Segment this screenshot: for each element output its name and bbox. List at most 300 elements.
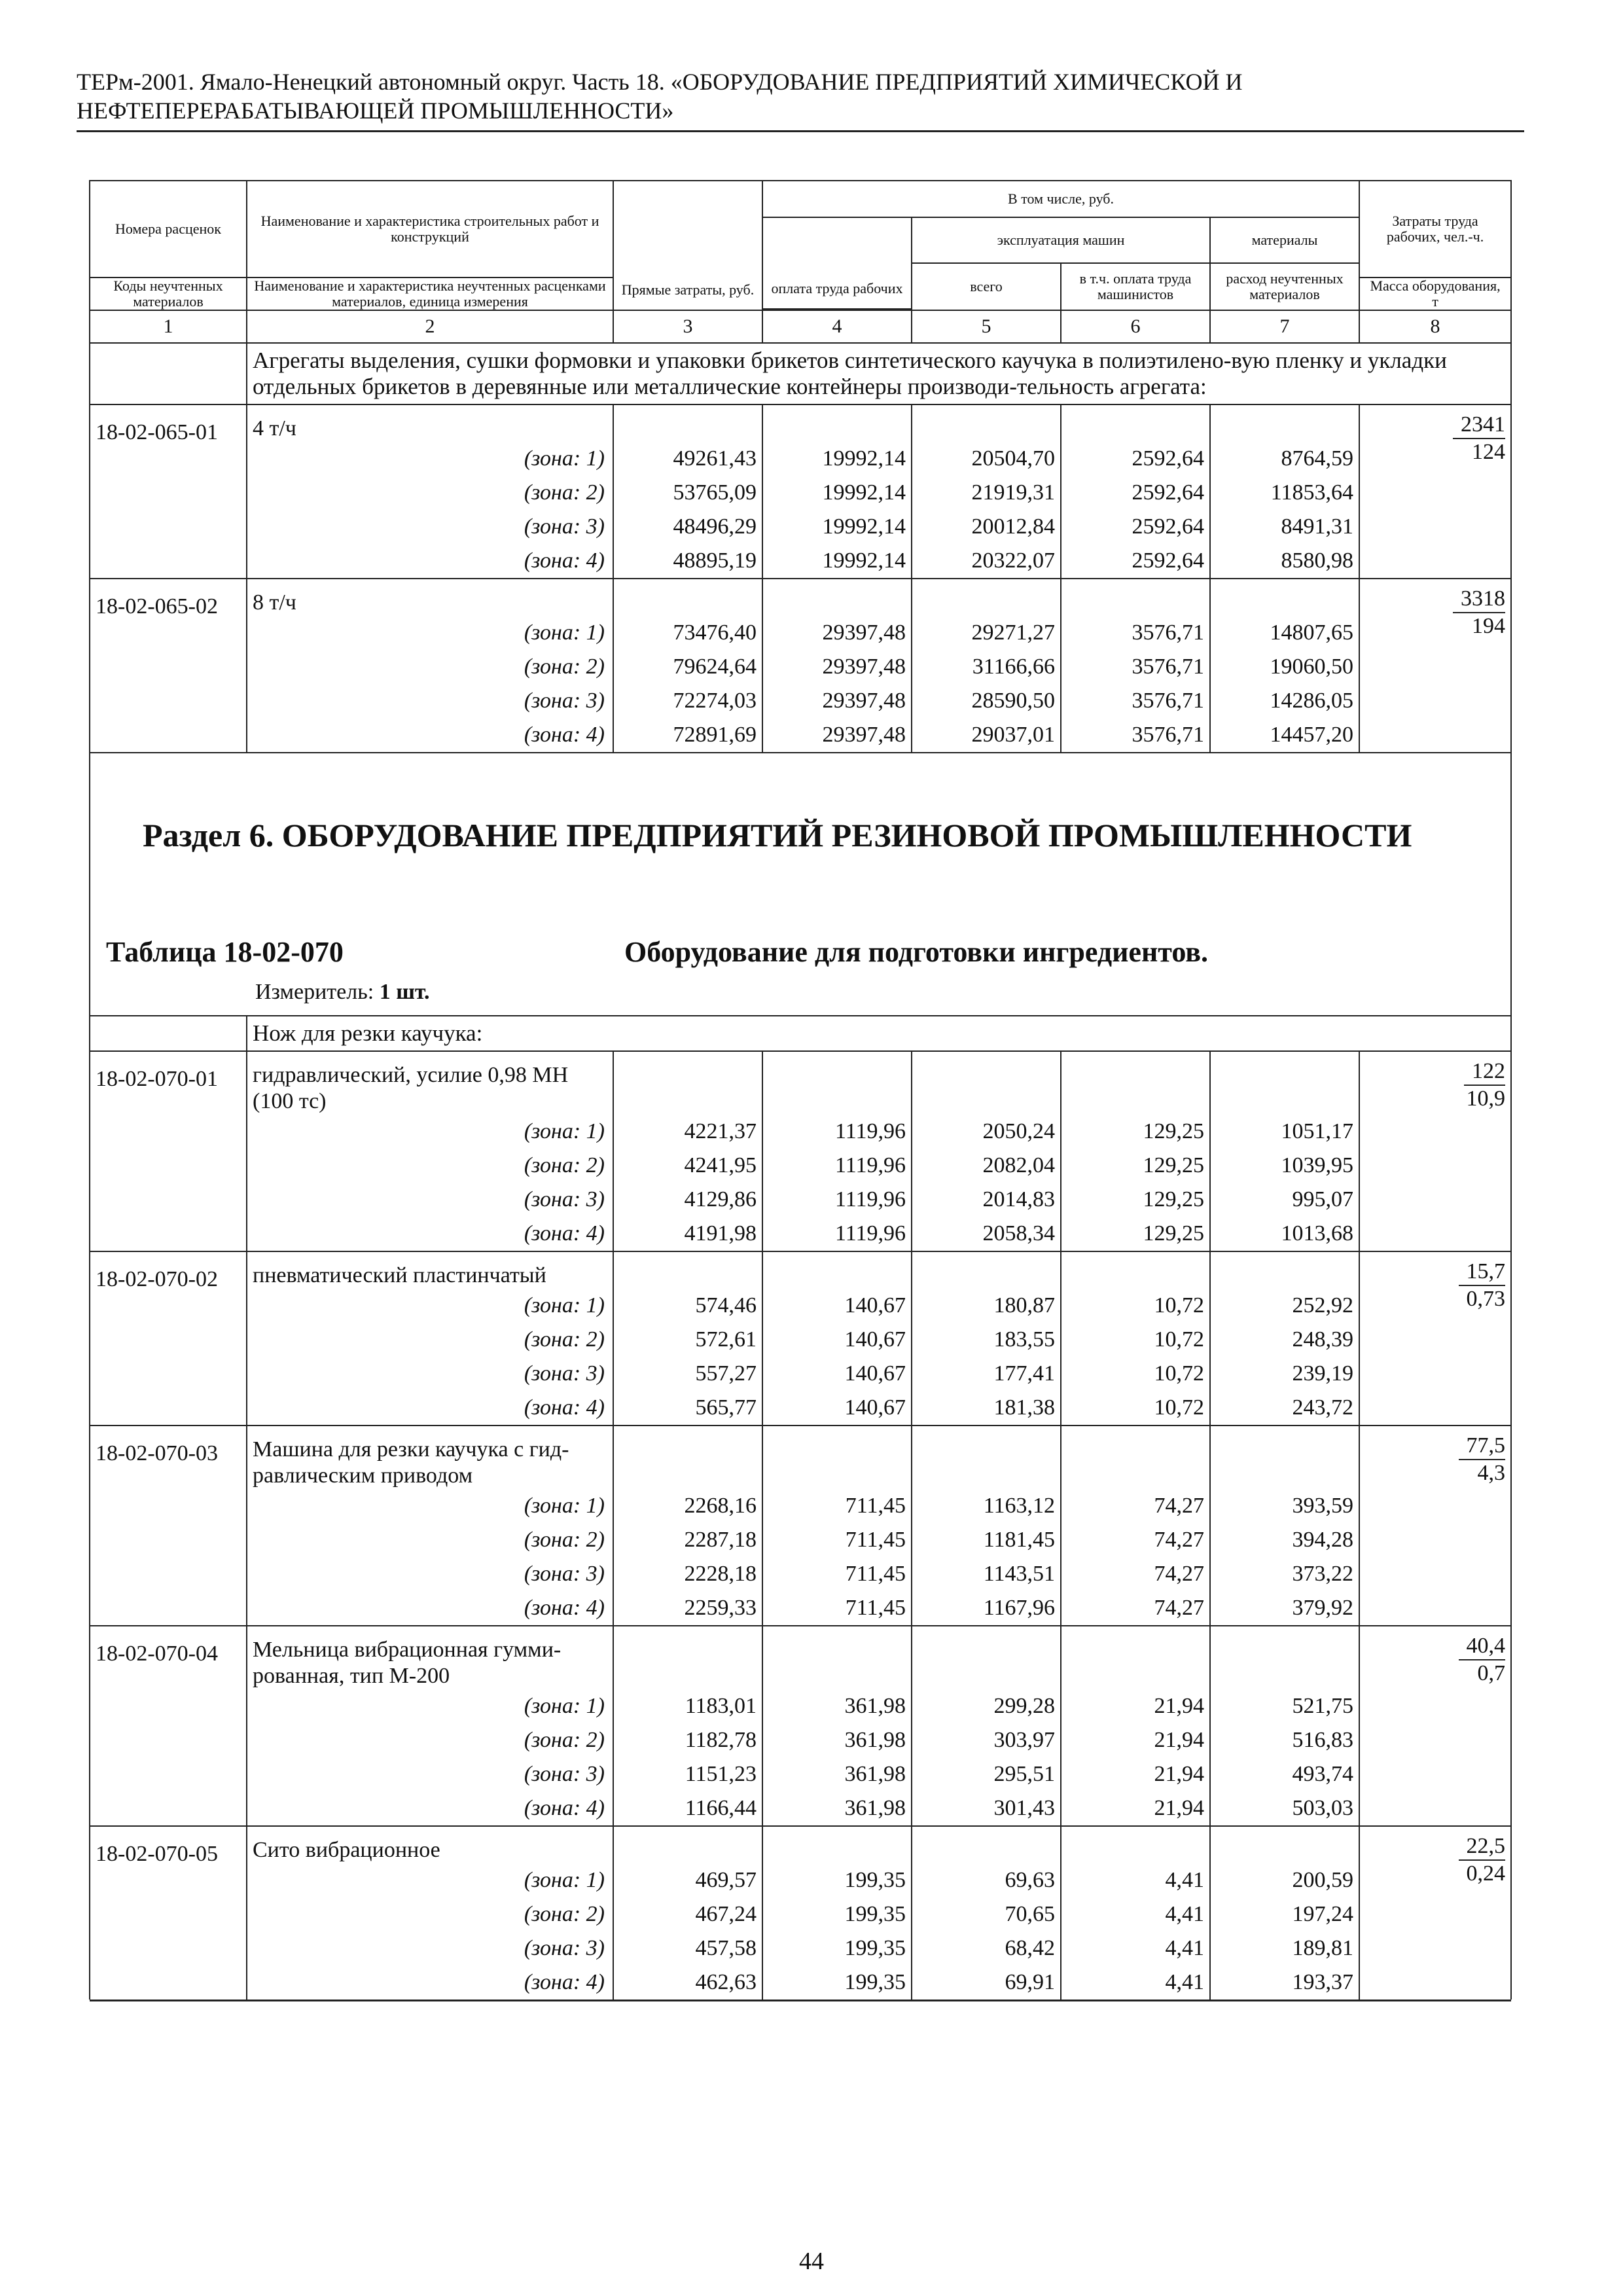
zone-row — [90, 1757, 1511, 1791]
materials-cost: 11853,64 — [1210, 476, 1359, 510]
materials-cost: 252,92 — [1210, 1289, 1359, 1323]
machinist-wages: 2592,64 — [1061, 442, 1210, 476]
zone-label: (зона: 4) — [247, 1591, 613, 1626]
header-unaccounted-consumption: расход неучтенных материалов — [1210, 263, 1359, 310]
machine-operation-total: 1181,45 — [912, 1523, 1061, 1557]
empty-cell — [1061, 579, 1210, 616]
materials-cost: 393,59 — [1210, 1489, 1359, 1523]
labor-cost: 77,5 — [1459, 1433, 1506, 1460]
machine-operation-total: 183,55 — [912, 1323, 1061, 1357]
materials-cost: 197,24 — [1210, 1897, 1359, 1931]
worker-wages: 711,45 — [762, 1489, 912, 1523]
direct-costs: 4221,37 — [613, 1115, 762, 1149]
zone-row — [90, 1149, 1511, 1183]
labor-mass-fraction — [1453, 412, 1505, 465]
empty-cell — [613, 1051, 762, 1115]
rate-item-row — [90, 579, 1511, 616]
rate-code: 18-02-065-02 — [90, 579, 247, 753]
machine-operation-total: 21919,31 — [912, 476, 1061, 510]
machinist-wages: 129,25 — [1061, 1115, 1210, 1149]
empty-cell — [912, 404, 1061, 442]
machinist-wages: 21,94 — [1061, 1757, 1210, 1791]
measure-label: Измеритель: — [255, 980, 380, 1004]
materials-cost: 516,83 — [1210, 1723, 1359, 1757]
empty-cell — [1210, 579, 1359, 616]
zone-label: (зона: 2) — [247, 1723, 613, 1757]
zone-row — [90, 1391, 1511, 1426]
zone-label: (зона: 3) — [247, 510, 613, 544]
worker-wages: 711,45 — [762, 1523, 912, 1557]
zone-label: (зона: 1) — [247, 442, 613, 476]
materials-cost: 14807,65 — [1210, 616, 1359, 650]
header-direct-costs: Прямые затраты, руб. — [613, 181, 762, 310]
section-title: Раздел 6. ОБОРУДОВАНИЕ ПРЕДПРИЯТИЙ РЕЗИНОВОЙ ПРОМЫШЛЕННОСТИ — [143, 817, 1412, 853]
direct-costs: 79624,64 — [613, 650, 762, 684]
labor-mass-cell — [1359, 1826, 1511, 2000]
machinist-wages: 21,94 — [1061, 1723, 1210, 1757]
direct-costs: 2268,16 — [613, 1489, 762, 1523]
direct-costs: 1166,44 — [613, 1791, 762, 1826]
machinist-wages: 129,25 — [1061, 1149, 1210, 1183]
materials-cost: 19060,50 — [1210, 650, 1359, 684]
direct-costs: 48496,29 — [613, 510, 762, 544]
rate-item-row — [90, 1826, 1511, 1863]
worker-wages: 361,98 — [762, 1757, 912, 1791]
zone-label: (зона: 2) — [247, 1523, 613, 1557]
machinist-wages: 74,27 — [1061, 1557, 1210, 1591]
rate-name: гидравлический, усилие 0,98 МН (100 тс) — [247, 1051, 613, 1115]
direct-costs: 2287,18 — [613, 1523, 762, 1557]
empty-cell — [762, 1051, 912, 1115]
machinist-wages: 10,72 — [1061, 1289, 1210, 1323]
materials-cost: 1013,68 — [1210, 1217, 1359, 1251]
equipment-mass: 194 — [1472, 614, 1506, 638]
table-header — [90, 181, 1511, 343]
machine-operation-total: 20012,84 — [912, 510, 1061, 544]
header-line-2: НЕФТЕПЕРЕРАБАТЫВАЮЩЕЙ ПРОМЫШЛЕННОСТИ» — [77, 98, 674, 124]
zone-row — [90, 1897, 1511, 1931]
header-name-characteristics: Наименование и характеристика строительных работ и конструкций — [247, 181, 613, 278]
column-number: 3 — [613, 310, 762, 343]
labor-cost: 2341 — [1453, 412, 1505, 439]
worker-wages: 140,67 — [762, 1357, 912, 1391]
labor-cost: 15,7 — [1459, 1259, 1506, 1286]
zone-row — [90, 718, 1511, 753]
labor-cost: 3318 — [1453, 586, 1505, 613]
worker-wages: 199,35 — [762, 1863, 912, 1897]
rate-code: 18-02-070-03 — [90, 1426, 247, 1626]
worker-wages: 19992,14 — [762, 476, 912, 510]
machine-operation-total: 69,63 — [912, 1863, 1061, 1897]
rate-code: 18-02-065-01 — [90, 404, 247, 579]
zone-row — [90, 1115, 1511, 1149]
labor-mass-cell — [1359, 404, 1511, 579]
zone-row — [90, 1689, 1511, 1723]
direct-costs: 4191,98 — [613, 1217, 762, 1251]
machinist-wages: 2592,64 — [1061, 510, 1210, 544]
machinist-wages: 3576,71 — [1061, 616, 1210, 650]
empty-cell — [762, 1626, 912, 1689]
materials-cost: 239,19 — [1210, 1357, 1359, 1391]
worker-wages: 1119,96 — [762, 1217, 912, 1251]
zone-label: (зона: 2) — [247, 1897, 613, 1931]
header-rate-numbers: Номера расценок — [90, 181, 247, 278]
zone-row — [90, 1357, 1511, 1391]
empty-cell — [1061, 1051, 1210, 1115]
page-header — [77, 67, 1524, 125]
materials-cost: 394,28 — [1210, 1523, 1359, 1557]
direct-costs: 4129,86 — [613, 1183, 762, 1217]
machinist-wages: 2592,64 — [1061, 544, 1210, 579]
machine-operation-total: 303,97 — [912, 1723, 1061, 1757]
zone-label: (зона: 1) — [247, 1115, 613, 1149]
machinist-wages: 10,72 — [1061, 1391, 1210, 1426]
zone-row — [90, 1591, 1511, 1626]
zone-row — [90, 1217, 1511, 1251]
machine-operation-total: 180,87 — [912, 1289, 1061, 1323]
empty-cell — [1210, 1426, 1359, 1489]
zone-label: (зона: 3) — [247, 1757, 613, 1791]
materials-cost: 493,74 — [1210, 1757, 1359, 1791]
empty-cell — [912, 1251, 1061, 1289]
zone-label: (зона: 1) — [247, 1689, 613, 1723]
direct-costs: 73476,40 — [613, 616, 762, 650]
empty-cell — [1210, 404, 1359, 442]
empty-cell — [613, 404, 762, 442]
rate-item-row — [90, 1051, 1511, 1115]
rate-item-row — [90, 1626, 1511, 1689]
zone-row — [90, 476, 1511, 510]
labor-mass-fraction — [1464, 1058, 1505, 1112]
zone-row — [90, 1489, 1511, 1523]
zone-row — [90, 1323, 1511, 1357]
worker-wages: 1119,96 — [762, 1115, 912, 1149]
empty-cell — [762, 1251, 912, 1289]
header-rule — [77, 130, 1524, 132]
empty-cell — [613, 579, 762, 616]
zone-row — [90, 442, 1511, 476]
rate-name: пневматический пластинчатый — [247, 1251, 613, 1289]
worker-wages: 199,35 — [762, 1965, 912, 2000]
machine-operation-total: 29037,01 — [912, 718, 1061, 753]
empty-cell — [762, 579, 912, 616]
column-number: 2 — [247, 310, 613, 343]
machine-operation-total: 181,38 — [912, 1391, 1061, 1426]
zone-label: (зона: 2) — [247, 476, 613, 510]
labor-mass-fraction — [1459, 1433, 1506, 1486]
machine-operation-total: 2058,34 — [912, 1217, 1061, 1251]
zone-label: (зона: 3) — [247, 1931, 613, 1965]
empty-cell — [613, 1626, 762, 1689]
worker-wages: 19992,14 — [762, 442, 912, 476]
zone-row — [90, 1791, 1511, 1826]
labor-cost: 22,5 — [1459, 1833, 1506, 1861]
machine-operation-total: 31166,66 — [912, 650, 1061, 684]
empty-cell — [1210, 1251, 1359, 1289]
empty-cell — [1061, 1426, 1210, 1489]
zone-row — [90, 1289, 1511, 1323]
column-number: 4 — [762, 310, 912, 343]
materials-cost: 503,03 — [1210, 1791, 1359, 1826]
machine-operation-total: 1167,96 — [912, 1591, 1061, 1626]
zone-row — [90, 1183, 1511, 1217]
materials-cost: 8580,98 — [1210, 544, 1359, 579]
zone-label: (зона: 1) — [247, 1289, 613, 1323]
header-machinist-wages: в т.ч. оплата труда машинистов — [1061, 263, 1210, 310]
zone-label: (зона: 3) — [247, 1357, 613, 1391]
machine-operation-total: 1143,51 — [912, 1557, 1061, 1591]
materials-cost: 200,59 — [1210, 1863, 1359, 1897]
machine-operation-total: 295,51 — [912, 1757, 1061, 1791]
direct-costs: 2259,33 — [613, 1591, 762, 1626]
worker-wages: 361,98 — [762, 1723, 912, 1757]
equipment-mass: 0,73 — [1466, 1287, 1506, 1311]
measure-value: 1 шт. — [379, 980, 430, 1004]
rate-name: 4 т/ч — [247, 404, 613, 442]
header-equipment-mass: Масса оборудования, т — [1359, 278, 1511, 310]
column-number: 5 — [912, 310, 1061, 343]
direct-costs: 557,27 — [613, 1357, 762, 1391]
empty-cell — [912, 1626, 1061, 1689]
empty-cell — [1061, 1251, 1210, 1289]
equipment-mass: 0,24 — [1466, 1861, 1506, 1886]
rate-code: 18-02-070-05 — [90, 1826, 247, 2000]
empty-cell — [613, 1826, 762, 1863]
zone-label: (зона: 4) — [247, 1391, 613, 1426]
zone-label: (зона: 2) — [247, 1149, 613, 1183]
machine-operation-total: 2050,24 — [912, 1115, 1061, 1149]
rate-name: Машина для резки каучука с гид-равлическим приводом — [247, 1426, 613, 1489]
machine-operation-total: 20322,07 — [912, 544, 1061, 579]
direct-costs: 53765,09 — [613, 476, 762, 510]
direct-costs: 48895,19 — [613, 544, 762, 579]
machine-operation-total: 28590,50 — [912, 684, 1061, 718]
labor-mass-fraction — [1453, 586, 1505, 639]
header-including: В том числе, руб. — [762, 181, 1359, 217]
worker-wages: 711,45 — [762, 1557, 912, 1591]
zone-row — [90, 1723, 1511, 1757]
direct-costs: 572,61 — [613, 1323, 762, 1357]
rate-code: 18-02-070-01 — [90, 1051, 247, 1251]
materials-cost: 8491,31 — [1210, 510, 1359, 544]
zone-label: (зона: 4) — [247, 718, 613, 753]
zone-label: (зона: 4) — [247, 1965, 613, 2000]
labor-cost: 122 — [1464, 1058, 1505, 1086]
machinist-wages: 129,25 — [1061, 1183, 1210, 1217]
materials-cost: 1039,95 — [1210, 1149, 1359, 1183]
empty-cell — [1061, 1826, 1210, 1863]
labor-mass-cell — [1359, 1251, 1511, 1426]
worker-wages: 711,45 — [762, 1591, 912, 1626]
machine-operation-total: 70,65 — [912, 1897, 1061, 1931]
machinist-wages: 3576,71 — [1061, 650, 1210, 684]
materials-cost: 243,72 — [1210, 1391, 1359, 1426]
header-unaccounted-names: Наименование и характеристика неучтенных расценками материалов, единица измерения — [247, 278, 613, 310]
empty-cell — [762, 1426, 912, 1489]
section-block — [90, 753, 1511, 1016]
zone-row — [90, 1523, 1511, 1557]
header-line-1: ТЕРм-2001. Ямало-Ненецкий автономный округ. Часть 18. «ОБОРУДОВАНИЕ ПРЕДПРИЯТИЙ ХИМИЧЕСКОЙ И — [77, 69, 1243, 95]
direct-costs: 1151,23 — [613, 1757, 762, 1791]
empty-cell — [912, 579, 1061, 616]
machinist-wages: 21,94 — [1061, 1791, 1210, 1826]
direct-costs: 49261,43 — [613, 442, 762, 476]
worker-wages: 361,98 — [762, 1791, 912, 1826]
zone-label: (зона: 3) — [247, 1557, 613, 1591]
zone-row — [90, 1557, 1511, 1591]
materials-cost: 14286,05 — [1210, 684, 1359, 718]
column-number: 6 — [1061, 310, 1210, 343]
direct-costs: 2228,18 — [613, 1557, 762, 1591]
materials-cost: 193,37 — [1210, 1965, 1359, 2000]
zone-row — [90, 510, 1511, 544]
materials-cost: 379,92 — [1210, 1591, 1359, 1626]
direct-costs: 457,58 — [613, 1931, 762, 1965]
direct-costs: 1183,01 — [613, 1689, 762, 1723]
measure — [255, 980, 430, 1005]
worker-wages: 29397,48 — [762, 718, 912, 753]
direct-costs: 72274,03 — [613, 684, 762, 718]
zone-row — [90, 544, 1511, 579]
machinist-wages: 21,94 — [1061, 1689, 1210, 1723]
rate-code: 18-02-070-04 — [90, 1626, 247, 1826]
zone-row — [90, 616, 1511, 650]
group-title-row — [90, 1016, 1511, 1051]
worker-wages: 29397,48 — [762, 650, 912, 684]
empty-cell — [762, 404, 912, 442]
materials-cost: 995,07 — [1210, 1183, 1359, 1217]
header-machine-operation: эксплуатация машин — [912, 217, 1210, 263]
machine-operation-total: 299,28 — [912, 1689, 1061, 1723]
empty-cell — [762, 1826, 912, 1863]
materials-cost: 521,75 — [1210, 1689, 1359, 1723]
direct-costs: 574,46 — [613, 1289, 762, 1323]
machinist-wages: 10,72 — [1061, 1357, 1210, 1391]
empty-cell — [1061, 404, 1210, 442]
worker-wages: 140,67 — [762, 1289, 912, 1323]
zone-row — [90, 1965, 1511, 2000]
header-unaccounted-codes: Коды неучтенных материалов — [90, 278, 247, 310]
labor-mass-cell — [1359, 1051, 1511, 1251]
rate-name: Мельница вибрационная гумми-рованная, тип М-200 — [247, 1626, 613, 1689]
zone-label: (зона: 3) — [247, 684, 613, 718]
header-labor-costs: Затраты труда рабочих, чел.-ч. — [1359, 181, 1511, 278]
machine-operation-total: 68,42 — [912, 1931, 1061, 1965]
machine-operation-total: 20504,70 — [912, 442, 1061, 476]
rate-item-row — [90, 1251, 1511, 1289]
materials-cost: 248,39 — [1210, 1323, 1359, 1357]
empty-cell — [613, 1251, 762, 1289]
zone-label: (зона: 1) — [247, 1863, 613, 1897]
column-number: 7 — [1210, 310, 1359, 343]
direct-costs: 1182,78 — [613, 1723, 762, 1757]
zone-row — [90, 1931, 1511, 1965]
direct-costs: 72891,69 — [613, 718, 762, 753]
zone-label: (зона: 2) — [247, 650, 613, 684]
table-title: Таблица 18-02-070 — [106, 936, 344, 968]
direct-costs: 565,77 — [613, 1391, 762, 1426]
header-total: всего — [912, 263, 1061, 310]
machinist-wages: 4,41 — [1061, 1931, 1210, 1965]
group2-body — [90, 1016, 1511, 2000]
column-numbers-row — [90, 310, 1511, 343]
machinist-wages: 3576,71 — [1061, 718, 1210, 753]
labor-mass-fraction — [1459, 1259, 1506, 1312]
machine-operation-total: 2014,83 — [912, 1183, 1061, 1217]
rate-code: 18-02-070-02 — [90, 1251, 247, 1426]
materials-cost: 373,22 — [1210, 1557, 1359, 1591]
rate-name: 8 т/ч — [247, 579, 613, 616]
empty-cell — [1210, 1826, 1359, 1863]
table-bottom-rule — [90, 2000, 1511, 2001]
worker-wages: 29397,48 — [762, 616, 912, 650]
zone-label: (зона: 4) — [247, 1791, 613, 1826]
zone-row — [90, 684, 1511, 718]
labor-mass-fraction — [1459, 1833, 1506, 1887]
machinist-wages: 10,72 — [1061, 1323, 1210, 1357]
equipment-mass: 10,9 — [1466, 1086, 1506, 1111]
machinist-wages: 129,25 — [1061, 1217, 1210, 1251]
machinist-wages: 74,27 — [1061, 1591, 1210, 1626]
direct-costs: 462,63 — [613, 1965, 762, 2000]
equipment-mass: 4,3 — [1477, 1461, 1506, 1485]
equipment-mass: 0,7 — [1477, 1661, 1506, 1685]
worker-wages: 140,67 — [762, 1391, 912, 1426]
worker-wages: 1119,96 — [762, 1149, 912, 1183]
rates-table — [89, 180, 1512, 2001]
machinist-wages: 3576,71 — [1061, 684, 1210, 718]
machinist-wages: 4,41 — [1061, 1863, 1210, 1897]
page-number: 44 — [799, 2248, 824, 2275]
group-title-row — [90, 343, 1511, 404]
equipment-mass: 124 — [1472, 440, 1506, 464]
labor-cost: 40,4 — [1459, 1633, 1506, 1660]
zone-label: (зона: 2) — [247, 1323, 613, 1357]
worker-wages: 1119,96 — [762, 1183, 912, 1217]
zone-label: (зона: 3) — [247, 1183, 613, 1217]
machinist-wages: 4,41 — [1061, 1965, 1210, 2000]
zone-label: (зона: 1) — [247, 616, 613, 650]
machine-operation-total: 2082,04 — [912, 1149, 1061, 1183]
rate-item-row — [90, 1426, 1511, 1489]
materials-cost: 1051,17 — [1210, 1115, 1359, 1149]
labor-mass-cell — [1359, 1626, 1511, 1826]
group2-title: Нож для резки каучука: — [247, 1016, 1511, 1051]
worker-wages: 29397,48 — [762, 684, 912, 718]
column-number: 1 — [90, 310, 247, 343]
column-number: 8 — [1359, 310, 1511, 343]
machinist-wages: 2592,64 — [1061, 476, 1210, 510]
empty-cell — [1061, 1626, 1210, 1689]
group1-title: Агрегаты выделения, сушки формовки и упаковки брикетов синтетического каучука в полиэтилено-вую пленку и укладки отдельных брикетов в деревянные или металлические контейнеры производи-тельность агрегата: — [247, 343, 1511, 404]
machine-operation-total: 1163,12 — [912, 1489, 1061, 1523]
empty-cell — [912, 1826, 1061, 1863]
worker-wages: 140,67 — [762, 1323, 912, 1357]
empty-cell — [1210, 1626, 1359, 1689]
materials-cost: 14457,20 — [1210, 718, 1359, 753]
direct-costs: 469,57 — [613, 1863, 762, 1897]
machinist-wages: 74,27 — [1061, 1523, 1210, 1557]
machine-operation-total: 301,43 — [912, 1791, 1061, 1826]
section-cell — [90, 753, 1511, 1016]
machine-operation-total: 69,91 — [912, 1965, 1061, 2000]
labor-mass-cell — [1359, 579, 1511, 753]
labor-mass-cell — [1359, 1426, 1511, 1626]
empty-cell — [912, 1051, 1061, 1115]
table-description: Оборудование для подготовки ингредиентов. — [624, 936, 1209, 968]
direct-costs: 4241,95 — [613, 1149, 762, 1183]
worker-wages: 19992,14 — [762, 544, 912, 579]
